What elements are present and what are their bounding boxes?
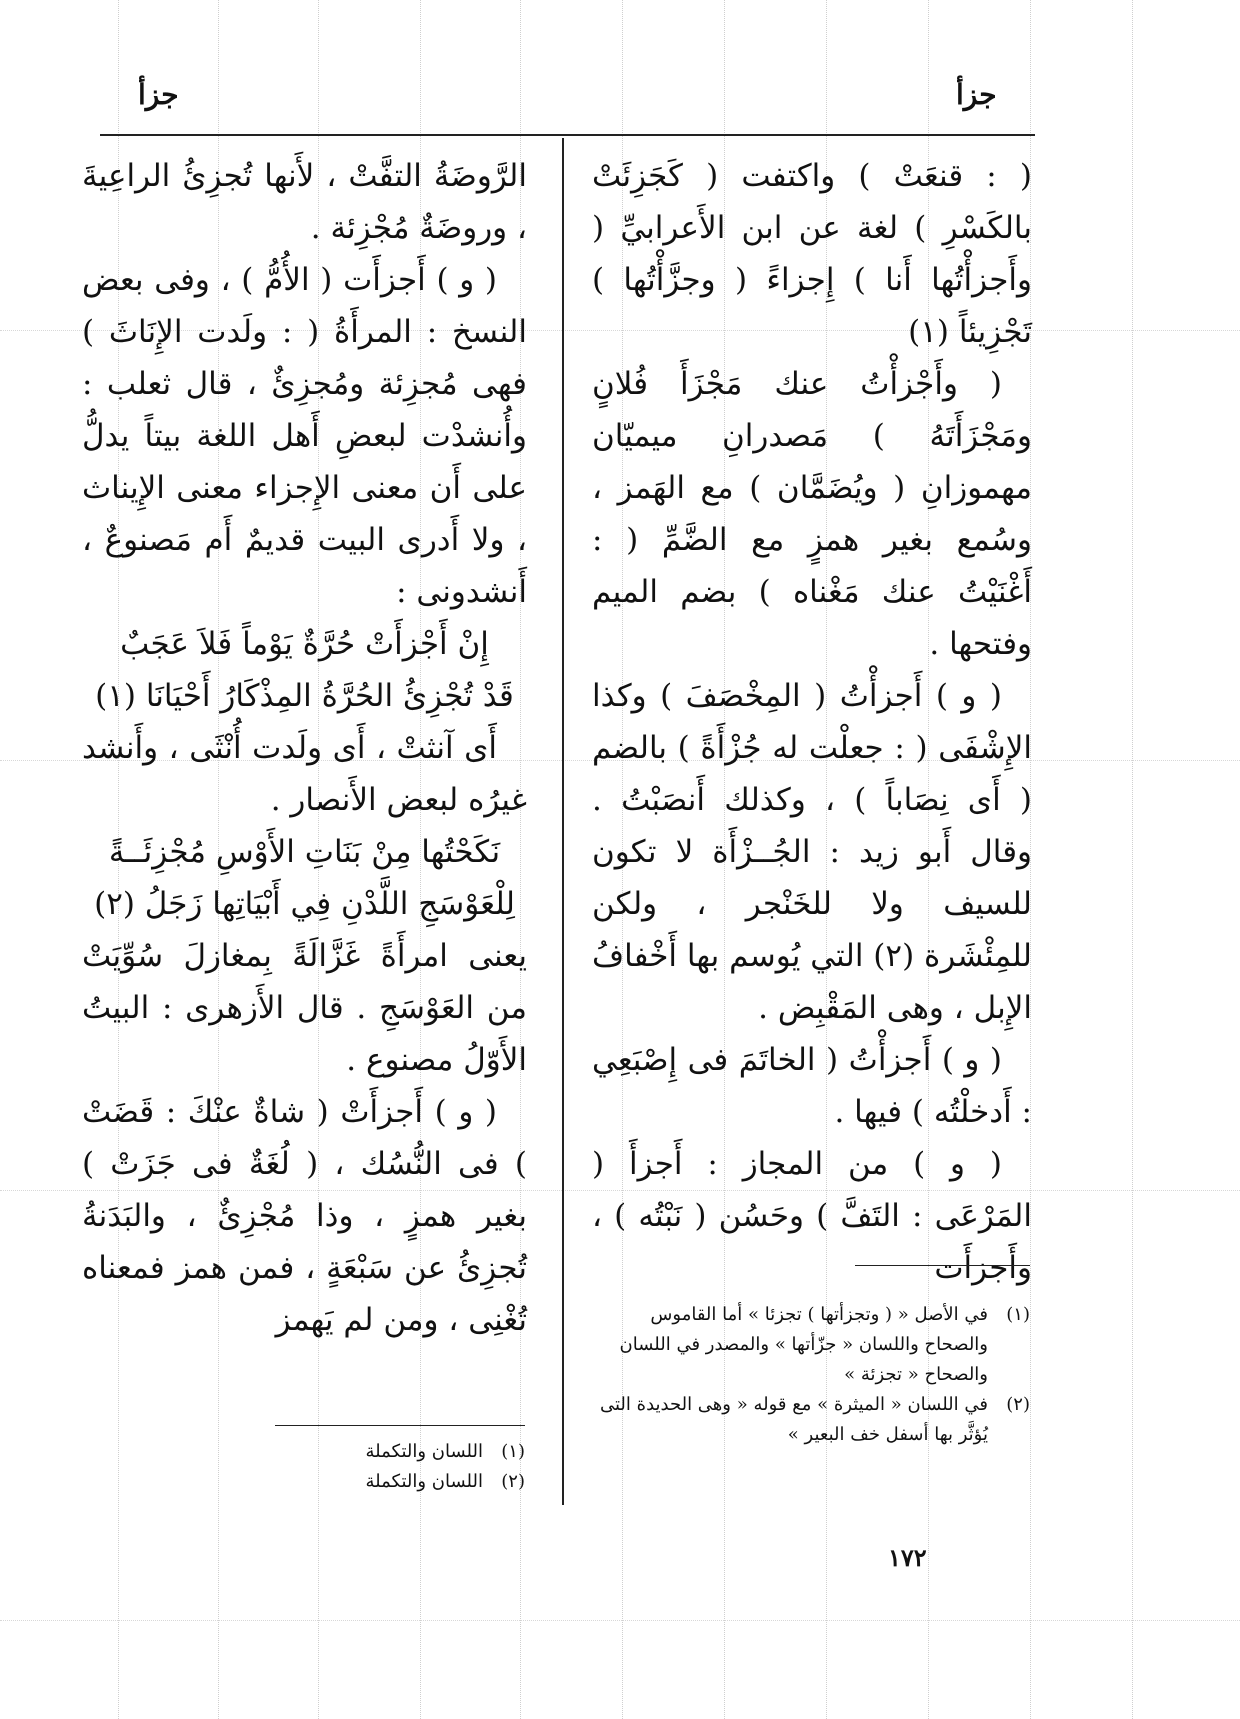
grid-line [1132, 0, 1133, 1719]
footnotes-right [598, 1300, 1030, 1450]
footnote-number: (٢) [1006, 1394, 1030, 1415]
footnote [598, 1390, 1030, 1450]
column-divider [562, 138, 564, 1505]
footnote-number: (١) [1006, 1304, 1030, 1325]
paragraph: أَى آنثتْ ، أَى ولَدت أُنْثَى ، وأَنشد غيرُه لبعض الأَنصار . [82, 730, 527, 818]
footnote-number: (١) [501, 1441, 525, 1462]
left-column [82, 150, 527, 1346]
running-head-right: جزأ [956, 78, 997, 111]
footnote [290, 1437, 525, 1467]
header-rule [100, 134, 1035, 136]
running-head-left: جزأ [138, 78, 179, 111]
paragraph: يعنى امرأَةً غَزَّالَةً بِمغازلَ سُوِّيَتْ من العَوْسَجِ . قال الأَزهرى : البيتُ الأَوّلُ مصنوع . [82, 938, 527, 1078]
paragraph: ( و ) أَجزأْتُ ( الخاتَمَ فى إِصْبَعِي : أَدخلْتُه ) فيها . [592, 1042, 1032, 1130]
page-number: ١٧٢ [888, 1543, 927, 1572]
footnote [598, 1300, 1030, 1390]
footnote [290, 1467, 525, 1497]
footnote-text: في اللسان « الميثرة » مع قوله « وهى الحديدة التى يُؤثَّر بها أسفل خف البعير » [600, 1394, 988, 1445]
verse-line: لِلْعَوْسَجِ اللَّدْنِ فِي أَبْيَاتِها زَجَلُ (٢) [94, 886, 515, 922]
footnote-text: في الأصل « ( وتجزأتها ) تجزئا » أما القاموس والصحاح واللسان « جزّأتها » والمصدر في اللسان والصحاح « تجزئة » [619, 1304, 988, 1385]
paragraph: ( : قنعَتْ ) واكتفت ( كَجَزِئَتْ بالكَسْرِ ) لغة عن ابن الأَعرابيِّ ( وأَجزأْتُها أَنا ) إِجزاءً ( وجزَّأْتُها ) تَجْزِيئاً (١) [592, 158, 1032, 350]
footnote-rule [275, 1425, 525, 1426]
verse-line: إِنْ أَجْزأَتْ حُرَّةٌ يَوْماً فَلاَ عَجَبٌ [120, 626, 489, 662]
footnote-rule [855, 1265, 1030, 1266]
paragraph: ( وأَجْزأْتُ عنك مَجْزَأَ فُلانٍ ومَجْزَأَتَهُ ) مَصدرانِ ميميّان مهموزانِ ( ويُضَمَّان ) مع الهَمز ، وسُمع بغير همزٍ مع الضَّمِّ ( : أَغْنَيْتُ عنك مَغْناه ) بضم الميم وفتحها . [592, 366, 1032, 662]
paragraph: ( و ) أَجزأْتُ ( المِخْصَفَ ) وكذا الإِشْفَى ( : جعلْت له جُزْأَةً ) بالضم ( أَى نِصَاباً ) ، وكذلك أَنصَبْتُ . وقال أَبو زيد : الجُــزْأَة لا تكون للسيف ولا للخَنْجر ، ولكن للمِئْشَرة (٢) التي يُوسم بها أَخْفافُ الإِبل ، وهى المَقْبِض . [591, 678, 1032, 1026]
footnote-number: (٢) [501, 1471, 525, 1492]
paragraph: ( و ) من المجاز : أَجزأَ ( المَرْعَى : التَفَّ ) وحَسُن ( نَبْتُه ) ، وأَجزأَت [592, 1146, 1032, 1286]
verse-line: نَكَحْتُها مِنْ بَنَاتِ الأَوْسِ مُجْزِئَــةً [108, 834, 501, 870]
paragraph: ( و ) أَجزأَتْ ( شاةٌ عنْكَ : قَضَتْ ) فى النُّسُك ، ( لُغَةٌ فى جَزَتْ ) بغير همزٍ ، وذا مُجْزِئٌ ، والبَدَنةُ تُجزِئُ عن سَبْعَةٍ ، فمن همز فمعناه تُغْنِى ، ومن لم يَهمز [82, 1094, 527, 1338]
footnote-text: اللسان والتكملة [365, 1441, 483, 1462]
footnote-text: اللسان والتكملة [365, 1471, 483, 1492]
right-column [592, 150, 1032, 1294]
paragraph: الرَّوضَةُ التفَّتْ ، لأَنها تُجزِئُ الراعِيةَ ، وروضَةٌ مُجْزِئة . [82, 158, 527, 246]
verse-line: قَدْ تُجْزِئُ الحُرَّةُ المِذْكَارُ أَحْيَانَا (١) [95, 678, 514, 714]
grid-line [0, 1620, 1240, 1621]
paragraph: ( و ) أَجزأَت ( الأُمُّ ) ، وفى بعض النسخ : المرأَةُ ( : ولَدت الإِنَاثَ ) فهى مُجزِئة ومُجزِئٌ ، قال ثعلب : وأُنشدْت لبعضِ أَهل اللغة بيتاً يدلُّ على أَن معنى الإِجزاء معنى الإِيناث ، ولا أَدرى البيت قديمٌ أَم مَصنوعٌ ، أَنشدونى : [82, 262, 527, 610]
footnotes-left [290, 1437, 525, 1497]
